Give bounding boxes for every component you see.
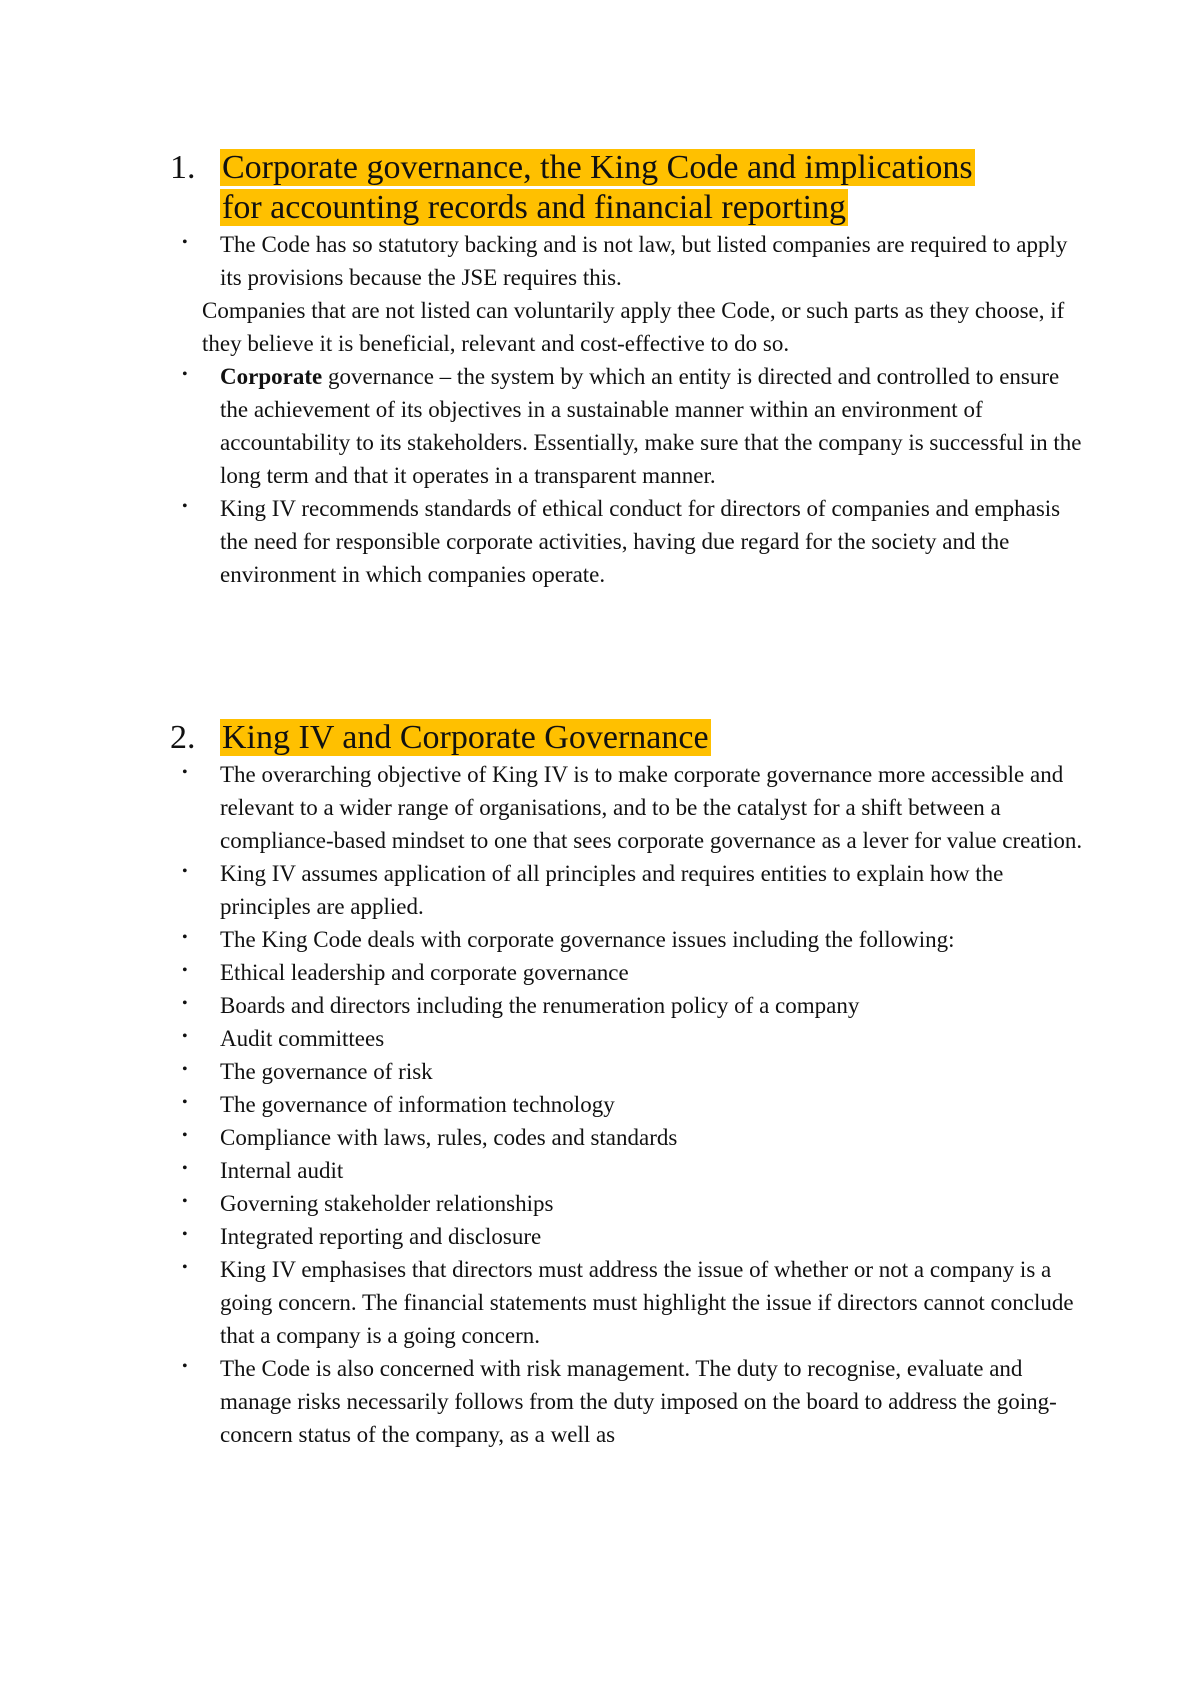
list-item <box>170 1154 1090 1187</box>
heading-line: King IV and Corporate Governance <box>222 719 709 756</box>
bullet-icon: • <box>182 1259 188 1276</box>
list-item <box>170 360 1090 492</box>
list-item <box>170 228 1090 294</box>
bullet-text: The governance of information technology <box>220 1092 615 1117</box>
list-item <box>170 1187 1090 1220</box>
bullet-text: The Code is also concerned with risk management. The duty to recognise, evaluate and manage risks necessarily follows from the duty imposed on the board to address the going-concern status of the company, as a well as <box>220 1356 1057 1447</box>
bullet-text: King IV emphasises that directors must address the issue of whether or not a company is a going concern. The financial statements must highlight the issue if directors cannot conclude that a company is a going concern. <box>220 1257 1074 1348</box>
bullet-text: The overarching objective of King IV is to make corporate governance more accessible and relevant to a wider range of organisations, and to be the catalyst for a shift between a compliance-based mindset to one that sees corporate governance as a lever for value creation. <box>220 762 1083 853</box>
paragraph-continuation: Companies that are not listed can voluntarily apply thee Code, or such parts as they choose, if they believe it is beneficial, relevant and cost-effective to do so. <box>202 298 1065 356</box>
section-number: 2. <box>170 719 196 756</box>
list-item <box>170 989 1090 1022</box>
bullet-icon: • <box>182 1226 188 1243</box>
bullet-icon: • <box>182 929 188 946</box>
list-item <box>170 1220 1090 1253</box>
bullet-icon: • <box>182 1358 188 1375</box>
heading-line: Corporate governance, the King Code and implications <box>222 149 973 186</box>
list-item <box>170 1352 1090 1451</box>
list-item <box>170 1022 1090 1055</box>
bullet-icon: • <box>182 498 188 515</box>
list-item <box>170 857 1090 923</box>
bullet-text: The governance of risk <box>220 1059 433 1084</box>
bullet-text: Compliance with laws, rules, codes and standards <box>220 1125 678 1150</box>
list-item <box>170 758 1090 857</box>
bold-term: Corporate <box>220 364 323 389</box>
list-item <box>170 492 1090 591</box>
bullet-list <box>170 758 1090 1451</box>
bullet-text: The Code has so statutory backing and is not law, but listed companies are required to apply its provisions because the JSE requires this. <box>220 232 1068 290</box>
bullet-icon: • <box>182 1160 188 1177</box>
bullet-text: Internal audit <box>220 1158 344 1183</box>
bullet-text: Ethical leadership and corporate governance <box>220 960 629 985</box>
bullet-icon: • <box>182 863 188 880</box>
bullet-text: The King Code deals with corporate governance issues including the following: <box>220 927 955 952</box>
list-item <box>170 1253 1090 1352</box>
bullet-text: Integrated reporting and disclosure <box>220 1224 542 1249</box>
bullet-list <box>170 228 1090 294</box>
section-1 <box>170 148 1090 591</box>
bullet-text: governance – the system by which an entity is directed and controlled to ensure the achievement of its objectives in a sustainable manner within an environment of accountability to its stakeholders. Essentially, make sure that the company is successful in the long term and that it operates in a transparent manner. <box>220 364 1082 488</box>
bullet-text: Governing stakeholder relationships <box>220 1191 554 1216</box>
list-item <box>170 1088 1090 1121</box>
bullet-list <box>170 360 1090 591</box>
bullet-text: Boards and directors including the renumeration policy of a company <box>220 993 860 1018</box>
heading-line: for accounting records and financial reporting <box>222 189 847 226</box>
list-item <box>170 1121 1090 1154</box>
bullet-icon: • <box>182 1028 188 1045</box>
bullet-text: King IV recommends standards of ethical conduct for directors of companies and emphasis the need for responsible corporate activities, having due regard for the society and the environment in which companies operate. <box>220 496 1061 587</box>
section-2-heading <box>170 718 1090 758</box>
bullet-icon: • <box>182 234 188 251</box>
bullet-icon: • <box>182 1061 188 1078</box>
section-2 <box>170 718 1090 1451</box>
bullet-icon: • <box>182 764 188 781</box>
bullet-icon: • <box>182 995 188 1012</box>
list-item <box>170 956 1090 989</box>
bullet-icon: • <box>182 1193 188 1210</box>
bullet-text: Audit committees <box>220 1026 385 1051</box>
list-item <box>170 1055 1090 1088</box>
section-1-heading <box>170 148 1090 228</box>
bullet-text: King IV assumes application of all principles and requires entities to explain how the principles are applied. <box>220 861 1004 919</box>
bullet-icon: • <box>182 1094 188 1111</box>
list-item <box>170 923 1090 956</box>
bullet-icon: • <box>182 366 188 383</box>
bullet-icon: • <box>182 962 188 979</box>
bullet-icon: • <box>182 1127 188 1144</box>
section-number: 1. <box>170 149 196 186</box>
